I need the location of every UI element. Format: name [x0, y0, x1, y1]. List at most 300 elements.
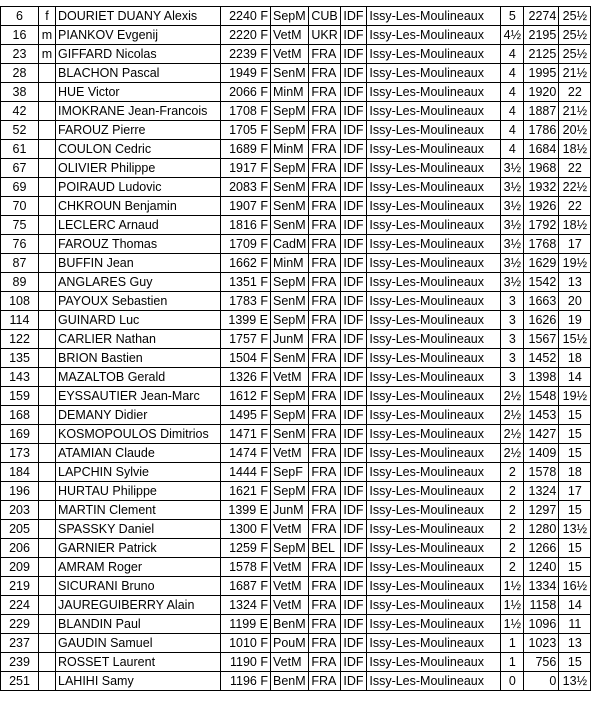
tiebreak-cell: 13 [559, 634, 591, 653]
player-name-cell: BLANDIN Paul [56, 615, 221, 634]
elo-cell: 1010 F [221, 634, 271, 653]
points-cell: 0 [501, 672, 524, 691]
points-cell: 3½ [501, 273, 524, 292]
elo-cell: 1705 F [221, 121, 271, 140]
player-name-cell: JAUREGUIBERRY Alain [56, 596, 221, 615]
federation-cell: BEL [309, 539, 341, 558]
rank-cell: 224 [1, 596, 39, 615]
player-name-cell: EYSSAUTIER Jean-Marc [56, 387, 221, 406]
table-row [1, 520, 591, 539]
category-cell: SepM [271, 387, 309, 406]
points-cell: 4½ [501, 26, 524, 45]
player-name-cell: ANGLARES Guy [56, 273, 221, 292]
club-cell: Issy-Les-Moulineaux [367, 577, 501, 596]
club-cell: Issy-Les-Moulineaux [367, 653, 501, 672]
tiebreak-cell: 14 [559, 368, 591, 387]
tiebreak-cell: 20 [559, 292, 591, 311]
points-cell: 4 [501, 121, 524, 140]
table-row [1, 26, 591, 45]
performance-cell: 0 [524, 672, 559, 691]
club-cell: Issy-Les-Moulineaux [367, 292, 501, 311]
performance-cell: 756 [524, 653, 559, 672]
category-cell: SepM [271, 539, 309, 558]
federation-cell: UKR [309, 26, 341, 45]
sex-cell [39, 558, 56, 577]
performance-cell: 1324 [524, 482, 559, 501]
tiebreak-cell: 17 [559, 235, 591, 254]
elo-cell: 1709 F [221, 235, 271, 254]
club-cell: Issy-Les-Moulineaux [367, 26, 501, 45]
elo-cell: 1816 F [221, 216, 271, 235]
club-cell: Issy-Les-Moulineaux [367, 425, 501, 444]
federation-cell: FRA [309, 216, 341, 235]
points-cell: 3½ [501, 254, 524, 273]
performance-cell: 1792 [524, 216, 559, 235]
league-cell: IDF [341, 444, 367, 463]
points-cell: 2 [501, 463, 524, 482]
federation-cell: FRA [309, 83, 341, 102]
league-cell: IDF [341, 178, 367, 197]
table-row [1, 311, 591, 330]
table-row [1, 387, 591, 406]
performance-cell: 1786 [524, 121, 559, 140]
federation-cell: FRA [309, 596, 341, 615]
sex-cell [39, 273, 56, 292]
category-cell: VetM [271, 368, 309, 387]
elo-cell: 2220 F [221, 26, 271, 45]
points-cell: 2½ [501, 425, 524, 444]
tiebreak-cell: 22 [559, 197, 591, 216]
player-name-cell: FAROUZ Thomas [56, 235, 221, 254]
points-cell: 3 [501, 349, 524, 368]
sex-cell [39, 64, 56, 83]
tiebreak-cell: 19½ [559, 387, 591, 406]
sex-cell [39, 501, 56, 520]
elo-cell: 1351 F [221, 273, 271, 292]
club-cell: Issy-Les-Moulineaux [367, 615, 501, 634]
federation-cell: FRA [309, 387, 341, 406]
league-cell: IDF [341, 577, 367, 596]
rank-cell: 67 [1, 159, 39, 178]
performance-cell: 1158 [524, 596, 559, 615]
rank-cell: 239 [1, 653, 39, 672]
player-name-cell: HUE Victor [56, 83, 221, 102]
league-cell: IDF [341, 140, 367, 159]
tiebreak-cell: 13½ [559, 672, 591, 691]
club-cell: Issy-Les-Moulineaux [367, 254, 501, 273]
points-cell: 3 [501, 368, 524, 387]
club-cell: Issy-Les-Moulineaux [367, 596, 501, 615]
federation-cell: CUB [309, 7, 341, 26]
tiebreak-cell: 15 [559, 501, 591, 520]
club-cell: Issy-Les-Moulineaux [367, 558, 501, 577]
rank-cell: 87 [1, 254, 39, 273]
federation-cell: FRA [309, 482, 341, 501]
elo-cell: 1687 F [221, 577, 271, 596]
points-cell: 2 [501, 520, 524, 539]
rank-cell: 114 [1, 311, 39, 330]
rank-cell: 143 [1, 368, 39, 387]
rank-cell: 122 [1, 330, 39, 349]
league-cell: IDF [341, 653, 367, 672]
category-cell: SepM [271, 121, 309, 140]
player-name-cell: ROSSET Laurent [56, 653, 221, 672]
points-cell: 1 [501, 653, 524, 672]
tiebreak-cell: 19 [559, 311, 591, 330]
elo-cell: 1949 F [221, 64, 271, 83]
rank-cell: 219 [1, 577, 39, 596]
tiebreak-cell: 19½ [559, 254, 591, 273]
sex-cell [39, 197, 56, 216]
elo-cell: 1708 F [221, 102, 271, 121]
league-cell: IDF [341, 558, 367, 577]
elo-cell: 1907 F [221, 197, 271, 216]
performance-cell: 2195 [524, 26, 559, 45]
league-cell: IDF [341, 615, 367, 634]
federation-cell: FRA [309, 520, 341, 539]
rank-cell: 173 [1, 444, 39, 463]
federation-cell: FRA [309, 463, 341, 482]
player-name-cell: KOSMOPOULOS Dimitrios [56, 425, 221, 444]
performance-cell: 1452 [524, 349, 559, 368]
tiebreak-cell: 25½ [559, 7, 591, 26]
rank-cell: 89 [1, 273, 39, 292]
performance-cell: 1629 [524, 254, 559, 273]
table-row [1, 634, 591, 653]
rank-cell: 206 [1, 539, 39, 558]
federation-cell: FRA [309, 501, 341, 520]
league-cell: IDF [341, 102, 367, 121]
tiebreak-cell: 11 [559, 615, 591, 634]
sex-cell [39, 140, 56, 159]
points-cell: 2 [501, 501, 524, 520]
table-row [1, 425, 591, 444]
league-cell: IDF [341, 159, 367, 178]
category-cell: VetM [271, 653, 309, 672]
points-cell: 3 [501, 311, 524, 330]
federation-cell: FRA [309, 615, 341, 634]
category-cell: VetM [271, 577, 309, 596]
club-cell: Issy-Les-Moulineaux [367, 216, 501, 235]
table-row [1, 197, 591, 216]
performance-cell: 1626 [524, 311, 559, 330]
table-row [1, 178, 591, 197]
league-cell: IDF [341, 406, 367, 425]
category-cell: SenM [271, 197, 309, 216]
elo-cell: 2240 F [221, 7, 271, 26]
performance-cell: 1548 [524, 387, 559, 406]
player-name-cell: PAYOUX Sebastien [56, 292, 221, 311]
table-row [1, 596, 591, 615]
sex-cell [39, 596, 56, 615]
tiebreak-cell: 15 [559, 539, 591, 558]
player-name-cell: OLIVIER Philippe [56, 159, 221, 178]
tiebreak-cell: 18 [559, 349, 591, 368]
elo-cell: 1495 F [221, 406, 271, 425]
club-cell: Issy-Les-Moulineaux [367, 7, 501, 26]
rank-cell: 6 [1, 7, 39, 26]
elo-cell: 1399 E [221, 501, 271, 520]
sex-cell [39, 444, 56, 463]
club-cell: Issy-Les-Moulineaux [367, 140, 501, 159]
table-row [1, 159, 591, 178]
performance-cell: 1542 [524, 273, 559, 292]
category-cell: VetM [271, 444, 309, 463]
table-row [1, 140, 591, 159]
federation-cell: FRA [309, 235, 341, 254]
elo-cell: 1190 F [221, 653, 271, 672]
federation-cell: FRA [309, 64, 341, 83]
elo-cell: 1662 F [221, 254, 271, 273]
league-cell: IDF [341, 197, 367, 216]
club-cell: Issy-Les-Moulineaux [367, 197, 501, 216]
table-row [1, 577, 591, 596]
tiebreak-cell: 17 [559, 482, 591, 501]
player-name-cell: IMOKRANE Jean-Francois [56, 102, 221, 121]
club-cell: Issy-Les-Moulineaux [367, 273, 501, 292]
category-cell: VetM [271, 520, 309, 539]
performance-cell: 1398 [524, 368, 559, 387]
table-row [1, 368, 591, 387]
club-cell: Issy-Les-Moulineaux [367, 539, 501, 558]
category-cell: MinM [271, 140, 309, 159]
category-cell: SepM [271, 7, 309, 26]
elo-cell: 1578 F [221, 558, 271, 577]
elo-cell: 1471 F [221, 425, 271, 444]
player-name-cell: GAUDIN Samuel [56, 634, 221, 653]
tiebreak-cell: 20½ [559, 121, 591, 140]
points-cell: 2½ [501, 444, 524, 463]
tiebreak-cell: 16½ [559, 577, 591, 596]
tiebreak-cell: 22 [559, 159, 591, 178]
league-cell: IDF [341, 520, 367, 539]
category-cell: SenM [271, 216, 309, 235]
performance-cell: 1920 [524, 83, 559, 102]
rank-cell: 52 [1, 121, 39, 140]
points-cell: 2 [501, 482, 524, 501]
points-cell: 5 [501, 7, 524, 26]
category-cell: SepM [271, 273, 309, 292]
category-cell: MinM [271, 83, 309, 102]
tiebreak-cell: 18 [559, 463, 591, 482]
federation-cell: FRA [309, 406, 341, 425]
player-name-cell: POIRAUD Ludovic [56, 178, 221, 197]
federation-cell: FRA [309, 254, 341, 273]
sex-cell [39, 292, 56, 311]
performance-cell: 1096 [524, 615, 559, 634]
elo-cell: 1612 F [221, 387, 271, 406]
league-cell: IDF [341, 83, 367, 102]
table-row [1, 463, 591, 482]
performance-cell: 1663 [524, 292, 559, 311]
sex-cell: f [39, 7, 56, 26]
points-cell: 2 [501, 558, 524, 577]
category-cell: CadM [271, 235, 309, 254]
player-name-cell: SPASSKY Daniel [56, 520, 221, 539]
sex-cell [39, 539, 56, 558]
category-cell: SepM [271, 159, 309, 178]
table-row [1, 330, 591, 349]
rank-cell: 209 [1, 558, 39, 577]
tiebreak-cell: 15 [559, 425, 591, 444]
category-cell: VetM [271, 558, 309, 577]
category-cell: SepM [271, 311, 309, 330]
sex-cell [39, 406, 56, 425]
rank-cell: 61 [1, 140, 39, 159]
rank-cell: 205 [1, 520, 39, 539]
category-cell: SenM [271, 349, 309, 368]
table-row [1, 558, 591, 577]
points-cell: 4 [501, 83, 524, 102]
sex-cell [39, 121, 56, 140]
tiebreak-cell: 22½ [559, 178, 591, 197]
rank-cell: 168 [1, 406, 39, 425]
rank-cell: 135 [1, 349, 39, 368]
federation-cell: FRA [309, 349, 341, 368]
performance-cell: 1995 [524, 64, 559, 83]
sex-cell [39, 235, 56, 254]
club-cell: Issy-Les-Moulineaux [367, 235, 501, 254]
performance-cell: 1266 [524, 539, 559, 558]
league-cell: IDF [341, 349, 367, 368]
points-cell: 4 [501, 64, 524, 83]
league-cell: IDF [341, 121, 367, 140]
points-cell: 3 [501, 330, 524, 349]
category-cell: JunM [271, 330, 309, 349]
rank-cell: 196 [1, 482, 39, 501]
table-row [1, 482, 591, 501]
league-cell: IDF [341, 501, 367, 520]
tiebreak-cell: 14 [559, 596, 591, 615]
points-cell: 1 [501, 634, 524, 653]
rank-cell: 184 [1, 463, 39, 482]
club-cell: Issy-Les-Moulineaux [367, 387, 501, 406]
sex-cell [39, 178, 56, 197]
club-cell: Issy-Les-Moulineaux [367, 444, 501, 463]
performance-cell: 2125 [524, 45, 559, 64]
league-cell: IDF [341, 7, 367, 26]
table-row [1, 501, 591, 520]
sex-cell: m [39, 45, 56, 64]
elo-cell: 1504 F [221, 349, 271, 368]
league-cell: IDF [341, 387, 367, 406]
elo-cell: 1621 F [221, 482, 271, 501]
club-cell: Issy-Les-Moulineaux [367, 406, 501, 425]
player-name-cell: DEMANY Didier [56, 406, 221, 425]
player-name-cell: LAPCHIN Sylvie [56, 463, 221, 482]
performance-cell: 1240 [524, 558, 559, 577]
rank-cell: 237 [1, 634, 39, 653]
league-cell: IDF [341, 368, 367, 387]
table-row [1, 7, 591, 26]
club-cell: Issy-Les-Moulineaux [367, 349, 501, 368]
table-row [1, 273, 591, 292]
player-name-cell: GUINARD Luc [56, 311, 221, 330]
federation-cell: FRA [309, 653, 341, 672]
federation-cell: FRA [309, 197, 341, 216]
federation-cell: FRA [309, 425, 341, 444]
performance-cell: 1684 [524, 140, 559, 159]
points-cell: 1½ [501, 615, 524, 634]
sex-cell [39, 368, 56, 387]
player-name-cell: LAHIHI Samy [56, 672, 221, 691]
elo-cell: 1917 F [221, 159, 271, 178]
club-cell: Issy-Les-Moulineaux [367, 178, 501, 197]
sex-cell [39, 349, 56, 368]
rank-cell: 251 [1, 672, 39, 691]
player-name-cell: MARTIN Clement [56, 501, 221, 520]
league-cell: IDF [341, 539, 367, 558]
federation-cell: FRA [309, 444, 341, 463]
table-row [1, 672, 591, 691]
table-row [1, 64, 591, 83]
club-cell: Issy-Les-Moulineaux [367, 520, 501, 539]
points-cell: 3½ [501, 159, 524, 178]
rank-cell: 108 [1, 292, 39, 311]
player-name-cell: BRION Bastien [56, 349, 221, 368]
points-cell: 3½ [501, 197, 524, 216]
category-cell: SepF [271, 463, 309, 482]
federation-cell: FRA [309, 178, 341, 197]
sex-cell [39, 330, 56, 349]
player-name-cell: GARNIER Patrick [56, 539, 221, 558]
rank-cell: 16 [1, 26, 39, 45]
club-cell: Issy-Les-Moulineaux [367, 501, 501, 520]
league-cell: IDF [341, 482, 367, 501]
table-row [1, 615, 591, 634]
table-row [1, 102, 591, 121]
table-row [1, 292, 591, 311]
table-row [1, 406, 591, 425]
performance-cell: 1409 [524, 444, 559, 463]
federation-cell: FRA [309, 672, 341, 691]
player-name-cell: MAZALTOB Gerald [56, 368, 221, 387]
league-cell: IDF [341, 463, 367, 482]
elo-cell: 1399 E [221, 311, 271, 330]
league-cell: IDF [341, 672, 367, 691]
tiebreak-cell: 22 [559, 83, 591, 102]
performance-cell: 1280 [524, 520, 559, 539]
player-name-cell: DOURIET DUANY Alexis [56, 7, 221, 26]
club-cell: Issy-Les-Moulineaux [367, 368, 501, 387]
table-row [1, 653, 591, 672]
player-name-cell: ATAMIAN Claude [56, 444, 221, 463]
club-cell: Issy-Les-Moulineaux [367, 672, 501, 691]
federation-cell: FRA [309, 273, 341, 292]
club-cell: Issy-Les-Moulineaux [367, 311, 501, 330]
federation-cell: FRA [309, 45, 341, 64]
elo-cell: 2083 F [221, 178, 271, 197]
tiebreak-cell: 15½ [559, 330, 591, 349]
performance-cell: 1297 [524, 501, 559, 520]
rank-cell: 229 [1, 615, 39, 634]
player-name-cell: BLACHON Pascal [56, 64, 221, 83]
sex-cell: m [39, 26, 56, 45]
rank-cell: 70 [1, 197, 39, 216]
rank-cell: 28 [1, 64, 39, 83]
rank-cell: 76 [1, 235, 39, 254]
player-name-cell: SICURANI Bruno [56, 577, 221, 596]
elo-cell: 2066 F [221, 83, 271, 102]
elo-cell: 1757 F [221, 330, 271, 349]
league-cell: IDF [341, 254, 367, 273]
federation-cell: FRA [309, 634, 341, 653]
sex-cell [39, 672, 56, 691]
sex-cell [39, 216, 56, 235]
player-name-cell: GIFFARD Nicolas [56, 45, 221, 64]
sex-cell [39, 520, 56, 539]
category-cell: JunM [271, 501, 309, 520]
